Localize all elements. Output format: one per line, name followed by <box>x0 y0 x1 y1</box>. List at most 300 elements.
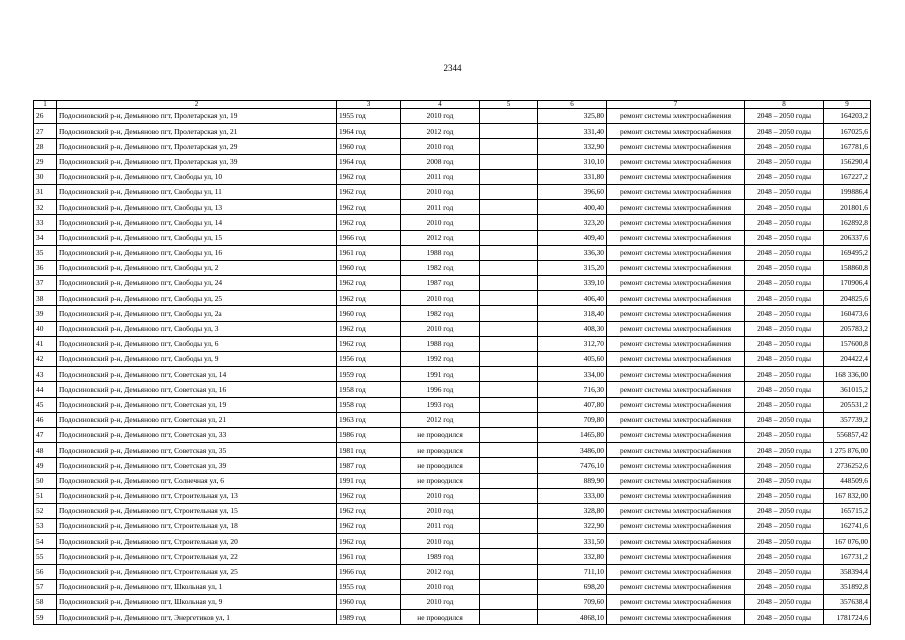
last-repair-year-cell: 2010 год <box>401 488 480 503</box>
work-type-cell: ремонт системы электроснабжения <box>607 321 745 336</box>
area-cell: 698,20 <box>538 579 607 594</box>
cost-cell: 167 832,00 <box>824 488 871 503</box>
address-cell: Подосиновский р-н, Демьяново пгт, Школьная ул, 1 <box>57 579 337 594</box>
column-number-header: 2 <box>57 101 337 109</box>
cost-cell: 201801,6 <box>824 200 871 215</box>
table-row <box>34 549 871 564</box>
planned-period-cell: 2048 – 2050 годы <box>745 443 824 458</box>
build-year-cell: 1960 год <box>337 306 401 321</box>
empty-cell <box>480 458 538 473</box>
work-type-cell: ремонт системы электроснабжения <box>607 184 745 199</box>
address-cell: Подосиновский р-н, Демьяново пгт, Свободы ул, 14 <box>57 215 337 230</box>
build-year-cell: 1955 год <box>337 579 401 594</box>
planned-period-cell: 2048 – 2050 годы <box>745 412 824 427</box>
empty-cell <box>480 154 538 169</box>
table-row <box>34 519 871 534</box>
planned-period-cell: 2048 – 2050 годы <box>745 245 824 260</box>
cost-cell: 556857,42 <box>824 427 871 442</box>
work-type-cell: ремонт системы электроснабжения <box>607 260 745 275</box>
table-row <box>34 397 871 412</box>
build-year-cell: 1962 год <box>337 291 401 306</box>
empty-cell <box>480 215 538 230</box>
planned-period-cell: 2048 – 2050 годы <box>745 291 824 306</box>
area-cell: 332,90 <box>538 139 607 154</box>
cost-cell: 448509,6 <box>824 473 871 488</box>
empty-cell <box>480 169 538 184</box>
last-repair-year-cell: не проводился <box>401 427 480 442</box>
cost-cell: 205783,2 <box>824 321 871 336</box>
build-year-cell: 1962 год <box>337 336 401 351</box>
work-type-cell: ремонт системы электроснабжения <box>607 579 745 594</box>
planned-period-cell: 2048 – 2050 годы <box>745 260 824 275</box>
table-row <box>34 352 871 367</box>
cost-cell: 157600,8 <box>824 336 871 351</box>
table-row <box>34 336 871 351</box>
empty-cell <box>480 352 538 367</box>
planned-period-cell: 2048 – 2050 годы <box>745 519 824 534</box>
column-number-header: 7 <box>607 101 745 109</box>
table-row <box>34 245 871 260</box>
area-cell: 711,10 <box>538 564 607 579</box>
cost-cell: 156290,4 <box>824 154 871 169</box>
last-repair-year-cell: 1993 год <box>401 397 480 412</box>
last-repair-year-cell: 2012 год <box>401 124 480 139</box>
work-type-cell: ремонт системы электроснабжения <box>607 306 745 321</box>
empty-cell <box>480 382 538 397</box>
area-cell: 709,60 <box>538 595 607 610</box>
area-cell: 323,20 <box>538 215 607 230</box>
row-number-cell: 55 <box>34 549 57 564</box>
last-repair-year-cell: 2010 год <box>401 139 480 154</box>
work-type-cell: ремонт системы электроснабжения <box>607 488 745 503</box>
cost-cell: 170906,4 <box>824 276 871 291</box>
cost-cell: 1781724,6 <box>824 610 871 625</box>
work-type-cell: ремонт системы электроснабжения <box>607 534 745 549</box>
build-year-cell: 1981 год <box>337 443 401 458</box>
cost-cell: 167731,2 <box>824 549 871 564</box>
area-cell: 709,80 <box>538 412 607 427</box>
last-repair-year-cell: 2010 год <box>401 534 480 549</box>
build-year-cell: 1962 год <box>337 519 401 534</box>
build-year-cell: 1960 год <box>337 260 401 275</box>
row-number-cell: 57 <box>34 579 57 594</box>
work-type-cell: ремонт системы электроснабжения <box>607 473 745 488</box>
work-type-cell: ремонт системы электроснабжения <box>607 427 745 442</box>
address-cell: Подосиновский р-н, Демьяново пгт, Строительная ул, 25 <box>57 564 337 579</box>
address-cell: Подосиновский р-н, Демьяново пгт, Пролетарская ул, 29 <box>57 139 337 154</box>
cost-cell: 199886,4 <box>824 184 871 199</box>
address-cell: Подосиновский р-н, Демьяново пгт, Советская ул, 39 <box>57 458 337 473</box>
work-type-cell: ремонт системы электроснабжения <box>607 503 745 518</box>
empty-cell <box>480 488 538 503</box>
address-cell: Подосиновский р-н, Демьяново пгт, Свободы ул, 2а <box>57 306 337 321</box>
empty-cell <box>480 579 538 594</box>
column-number-header: 4 <box>401 101 480 109</box>
address-cell: Подосиновский р-н, Демьяново пгт, Советская ул, 19 <box>57 397 337 412</box>
last-repair-year-cell: 2010 год <box>401 503 480 518</box>
area-cell: 322,90 <box>538 519 607 534</box>
row-number-cell: 45 <box>34 397 57 412</box>
build-year-cell: 1960 год <box>337 139 401 154</box>
empty-cell <box>480 610 538 625</box>
area-cell: 409,40 <box>538 230 607 245</box>
empty-cell <box>480 397 538 412</box>
area-cell: 716,30 <box>538 382 607 397</box>
row-number-cell: 46 <box>34 412 57 427</box>
last-repair-year-cell: 2012 год <box>401 412 480 427</box>
build-year-cell: 1959 год <box>337 367 401 382</box>
address-cell: Подосиновский р-н, Демьяново пгт, Строительная ул, 22 <box>57 549 337 564</box>
row-number-cell: 34 <box>34 230 57 245</box>
row-number-cell: 42 <box>34 352 57 367</box>
build-year-cell: 1966 год <box>337 230 401 245</box>
area-cell: 7476,10 <box>538 458 607 473</box>
housing-repair-table <box>33 100 871 625</box>
table-row <box>34 412 871 427</box>
address-cell: Подосиновский р-н, Демьяново пгт, Энергетиков ул, 1 <box>57 610 337 625</box>
column-number-header: 1 <box>34 101 57 109</box>
table-row <box>34 139 871 154</box>
empty-cell <box>480 109 538 124</box>
address-cell: Подосиновский р-н, Демьяново пгт, Свободы ул, 15 <box>57 230 337 245</box>
cost-cell: 2736252,6 <box>824 458 871 473</box>
empty-cell <box>480 549 538 564</box>
column-number-header: 5 <box>480 101 538 109</box>
table-row <box>34 503 871 518</box>
work-type-cell: ремонт системы электроснабжения <box>607 230 745 245</box>
work-type-cell: ремонт системы электроснабжения <box>607 215 745 230</box>
address-cell: Подосиновский р-н, Демьяново пгт, Свободы ул, 16 <box>57 245 337 260</box>
build-year-cell: 1962 год <box>337 184 401 199</box>
empty-cell <box>480 245 538 260</box>
build-year-cell: 1962 год <box>337 200 401 215</box>
row-number-cell: 50 <box>34 473 57 488</box>
table-row <box>34 458 871 473</box>
empty-cell <box>480 124 538 139</box>
row-number-cell: 38 <box>34 291 57 306</box>
area-cell: 332,80 <box>538 549 607 564</box>
address-cell: Подосиновский р-н, Демьяново пгт, Свободы ул, 25 <box>57 291 337 306</box>
address-cell: Подосиновский р-н, Демьяново пгт, Солнечная ул, 6 <box>57 473 337 488</box>
cost-cell: 361015,2 <box>824 382 871 397</box>
row-number-cell: 53 <box>34 519 57 534</box>
cost-cell: 162892,8 <box>824 215 871 230</box>
row-number-cell: 47 <box>34 427 57 442</box>
work-type-cell: ремонт системы электроснабжения <box>607 169 745 184</box>
build-year-cell: 1962 год <box>337 321 401 336</box>
address-cell: Подосиновский р-н, Демьяново пгт, Пролетарская ул, 19 <box>57 109 337 124</box>
cost-cell: 165715,2 <box>824 503 871 518</box>
planned-period-cell: 2048 – 2050 годы <box>745 336 824 351</box>
area-cell: 406,40 <box>538 291 607 306</box>
planned-period-cell: 2048 – 2050 годы <box>745 109 824 124</box>
address-cell: Подосиновский р-н, Демьяново пгт, Советская ул, 16 <box>57 382 337 397</box>
area-cell: 405,60 <box>538 352 607 367</box>
work-type-cell: ремонт системы электроснабжения <box>607 549 745 564</box>
cost-cell: 167 076,00 <box>824 534 871 549</box>
address-cell: Подосиновский р-н, Демьяново пгт, Советская ул, 33 <box>57 427 337 442</box>
address-cell: Подосиновский р-н, Демьяново пгт, Свободы ул, 10 <box>57 169 337 184</box>
build-year-cell: 1962 год <box>337 215 401 230</box>
build-year-cell: 1987 год <box>337 458 401 473</box>
build-year-cell: 1962 год <box>337 534 401 549</box>
last-repair-year-cell: 1992 год <box>401 352 480 367</box>
row-number-cell: 29 <box>34 154 57 169</box>
last-repair-year-cell: 2012 год <box>401 564 480 579</box>
planned-period-cell: 2048 – 2050 годы <box>745 200 824 215</box>
last-repair-year-cell: 2010 год <box>401 579 480 594</box>
area-cell: 331,50 <box>538 534 607 549</box>
last-repair-year-cell: не проводился <box>401 458 480 473</box>
empty-cell <box>480 534 538 549</box>
table-row <box>34 488 871 503</box>
cost-cell: 167227,2 <box>824 169 871 184</box>
empty-cell <box>480 230 538 245</box>
planned-period-cell: 2048 – 2050 годы <box>745 154 824 169</box>
cost-cell: 169495,2 <box>824 245 871 260</box>
row-number-cell: 54 <box>34 534 57 549</box>
address-cell: Подосиновский р-н, Демьяново пгт, Свободы ул, 3 <box>57 321 337 336</box>
work-type-cell: ремонт системы электроснабжения <box>607 276 745 291</box>
area-cell: 408,30 <box>538 321 607 336</box>
work-type-cell: ремонт системы электроснабжения <box>607 336 745 351</box>
empty-cell <box>480 139 538 154</box>
last-repair-year-cell: 2011 год <box>401 519 480 534</box>
build-year-cell: 1962 год <box>337 488 401 503</box>
table-row <box>34 291 871 306</box>
cost-cell: 167781,6 <box>824 139 871 154</box>
build-year-cell: 1958 год <box>337 382 401 397</box>
address-cell: Подосиновский р-н, Демьяново пгт, Советская ул, 21 <box>57 412 337 427</box>
row-number-cell: 39 <box>34 306 57 321</box>
build-year-cell: 1964 год <box>337 124 401 139</box>
work-type-cell: ремонт системы электроснабжения <box>607 595 745 610</box>
area-cell: 325,80 <box>538 109 607 124</box>
work-type-cell: ремонт системы электроснабжения <box>607 109 745 124</box>
empty-cell <box>480 184 538 199</box>
last-repair-year-cell: 2010 год <box>401 109 480 124</box>
area-cell: 336,30 <box>538 245 607 260</box>
last-repair-year-cell: 1996 год <box>401 382 480 397</box>
build-year-cell: 1963 год <box>337 412 401 427</box>
area-cell: 315,20 <box>538 260 607 275</box>
planned-period-cell: 2048 – 2050 годы <box>745 397 824 412</box>
row-number-cell: 40 <box>34 321 57 336</box>
table-body <box>34 101 871 625</box>
address-cell: Подосиновский р-н, Демьяново пгт, Свободы ул, 11 <box>57 184 337 199</box>
planned-period-cell: 2048 – 2050 годы <box>745 321 824 336</box>
address-cell: Подосиновский р-н, Демьяново пгт, Свободы ул, 2 <box>57 260 337 275</box>
planned-period-cell: 2048 – 2050 годы <box>745 458 824 473</box>
work-type-cell: ремонт системы электроснабжения <box>607 291 745 306</box>
build-year-cell: 1955 год <box>337 109 401 124</box>
work-type-cell: ремонт системы электроснабжения <box>607 352 745 367</box>
work-type-cell: ремонт системы электроснабжения <box>607 412 745 427</box>
area-cell: 333,00 <box>538 488 607 503</box>
address-cell: Подосиновский р-н, Демьяново пгт, Школьная ул, 9 <box>57 595 337 610</box>
row-number-cell: 51 <box>34 488 57 503</box>
row-number-cell: 48 <box>34 443 57 458</box>
last-repair-year-cell: 1988 год <box>401 245 480 260</box>
table-row <box>34 367 871 382</box>
last-repair-year-cell: 2011 год <box>401 200 480 215</box>
area-cell: 331,40 <box>538 124 607 139</box>
row-number-cell: 59 <box>34 610 57 625</box>
row-number-cell: 36 <box>34 260 57 275</box>
address-cell: Подосиновский р-н, Демьяново пгт, Свободы ул, 13 <box>57 200 337 215</box>
planned-period-cell: 2048 – 2050 годы <box>745 139 824 154</box>
table-row <box>34 443 871 458</box>
table-row <box>34 215 871 230</box>
cost-cell: 358394,4 <box>824 564 871 579</box>
row-number-cell: 26 <box>34 109 57 124</box>
planned-period-cell: 2048 – 2050 годы <box>745 427 824 442</box>
address-cell: Подосиновский р-н, Демьяново пгт, Пролетарская ул, 21 <box>57 124 337 139</box>
last-repair-year-cell: 1988 год <box>401 336 480 351</box>
column-number-header: 9 <box>824 101 871 109</box>
row-number-cell: 35 <box>34 245 57 260</box>
planned-period-cell: 2048 – 2050 годы <box>745 488 824 503</box>
row-number-cell: 28 <box>34 139 57 154</box>
empty-cell <box>480 321 538 336</box>
planned-period-cell: 2048 – 2050 годы <box>745 503 824 518</box>
area-cell: 4868,10 <box>538 610 607 625</box>
build-year-cell: 1986 год <box>337 427 401 442</box>
cost-cell: 1 275 876,00 <box>824 443 871 458</box>
address-cell: Подосиновский р-н, Демьяново пгт, Советская ул, 35 <box>57 443 337 458</box>
work-type-cell: ремонт системы электроснабжения <box>607 245 745 260</box>
last-repair-year-cell: 2010 год <box>401 595 480 610</box>
row-number-cell: 41 <box>34 336 57 351</box>
planned-period-cell: 2048 – 2050 годы <box>745 610 824 625</box>
empty-cell <box>480 306 538 321</box>
row-number-cell: 49 <box>34 458 57 473</box>
area-cell: 400,40 <box>538 200 607 215</box>
row-number-cell: 31 <box>34 184 57 199</box>
address-cell: Подосиновский р-н, Демьяново пгт, Свободы ул, 6 <box>57 336 337 351</box>
planned-period-cell: 2048 – 2050 годы <box>745 184 824 199</box>
empty-cell <box>480 519 538 534</box>
planned-period-cell: 2048 – 2050 годы <box>745 549 824 564</box>
last-repair-year-cell: 2010 год <box>401 291 480 306</box>
table-row <box>34 230 871 245</box>
build-year-cell: 1964 год <box>337 154 401 169</box>
build-year-cell: 1961 год <box>337 549 401 564</box>
address-cell: Подосиновский р-н, Демьяново пгт, Свободы ул, 9 <box>57 352 337 367</box>
cost-cell: 158860,8 <box>824 260 871 275</box>
row-number-cell: 44 <box>34 382 57 397</box>
cost-cell: 162741,6 <box>824 519 871 534</box>
address-cell: Подосиновский р-н, Демьяново пгт, Строительная ул, 20 <box>57 534 337 549</box>
last-repair-year-cell: 2008 год <box>401 154 480 169</box>
work-type-cell: ремонт системы электроснабжения <box>607 564 745 579</box>
planned-period-cell: 2048 – 2050 годы <box>745 382 824 397</box>
cost-cell: 351892,8 <box>824 579 871 594</box>
table-row <box>34 124 871 139</box>
area-cell: 1465,80 <box>538 427 607 442</box>
planned-period-cell: 2048 – 2050 годы <box>745 595 824 610</box>
last-repair-year-cell: 2010 год <box>401 184 480 199</box>
row-number-cell: 32 <box>34 200 57 215</box>
area-cell: 3486,00 <box>538 443 607 458</box>
build-year-cell: 1962 год <box>337 503 401 518</box>
row-number-cell: 30 <box>34 169 57 184</box>
work-type-cell: ремонт системы электроснабжения <box>607 200 745 215</box>
planned-period-cell: 2048 – 2050 годы <box>745 564 824 579</box>
area-cell: 328,80 <box>538 503 607 518</box>
area-cell: 396,60 <box>538 184 607 199</box>
address-cell: Подосиновский р-н, Демьяново пгт, Строительная ул, 18 <box>57 519 337 534</box>
address-cell: Подосиновский р-н, Демьяново пгт, Строительная ул, 13 <box>57 488 337 503</box>
planned-period-cell: 2048 – 2050 годы <box>745 306 824 321</box>
planned-period-cell: 2048 – 2050 годы <box>745 124 824 139</box>
table-row <box>34 427 871 442</box>
last-repair-year-cell: не проводился <box>401 610 480 625</box>
cost-cell: 204422,4 <box>824 352 871 367</box>
planned-period-cell: 2048 – 2050 годы <box>745 230 824 245</box>
last-repair-year-cell: не проводился <box>401 443 480 458</box>
cost-cell: 357739,2 <box>824 412 871 427</box>
table-row <box>34 534 871 549</box>
address-cell: Подосиновский р-н, Демьяново пгт, Пролетарская ул, 39 <box>57 154 337 169</box>
row-number-cell: 37 <box>34 276 57 291</box>
row-number-cell: 56 <box>34 564 57 579</box>
build-year-cell: 1991 год <box>337 473 401 488</box>
table-row <box>34 382 871 397</box>
column-number-header: 6 <box>538 101 607 109</box>
area-cell: 339,10 <box>538 276 607 291</box>
row-number-cell: 52 <box>34 503 57 518</box>
work-type-cell: ремонт системы электроснабжения <box>607 458 745 473</box>
table-row <box>34 169 871 184</box>
cost-cell: 168 336,00 <box>824 367 871 382</box>
empty-cell <box>480 443 538 458</box>
cost-cell: 164203,2 <box>824 109 871 124</box>
last-repair-year-cell: не проводился <box>401 473 480 488</box>
cost-cell: 357638,4 <box>824 595 871 610</box>
work-type-cell: ремонт системы электроснабжения <box>607 154 745 169</box>
empty-cell <box>480 291 538 306</box>
last-repair-year-cell: 1982 год <box>401 260 480 275</box>
table-row <box>34 564 871 579</box>
work-type-cell: ремонт системы электроснабжения <box>607 397 745 412</box>
column-number-header-row <box>34 101 871 109</box>
planned-period-cell: 2048 – 2050 годы <box>745 169 824 184</box>
cost-cell: 206337,6 <box>824 230 871 245</box>
build-year-cell: 1956 год <box>337 352 401 367</box>
empty-cell <box>480 473 538 488</box>
table-row <box>34 610 871 625</box>
work-type-cell: ремонт системы электроснабжения <box>607 382 745 397</box>
build-year-cell: 1966 год <box>337 564 401 579</box>
work-type-cell: ремонт системы электроснабжения <box>607 139 745 154</box>
build-year-cell: 1960 год <box>337 595 401 610</box>
empty-cell <box>480 200 538 215</box>
row-number-cell: 43 <box>34 367 57 382</box>
table-row <box>34 154 871 169</box>
area-cell: 407,80 <box>538 397 607 412</box>
cost-cell: 167025,6 <box>824 124 871 139</box>
row-number-cell: 33 <box>34 215 57 230</box>
empty-cell <box>480 260 538 275</box>
cost-cell: 160473,6 <box>824 306 871 321</box>
table-row <box>34 579 871 594</box>
area-cell: 312,70 <box>538 336 607 351</box>
table-row <box>34 321 871 336</box>
table-row <box>34 595 871 610</box>
table-row <box>34 109 871 124</box>
empty-cell <box>480 564 538 579</box>
